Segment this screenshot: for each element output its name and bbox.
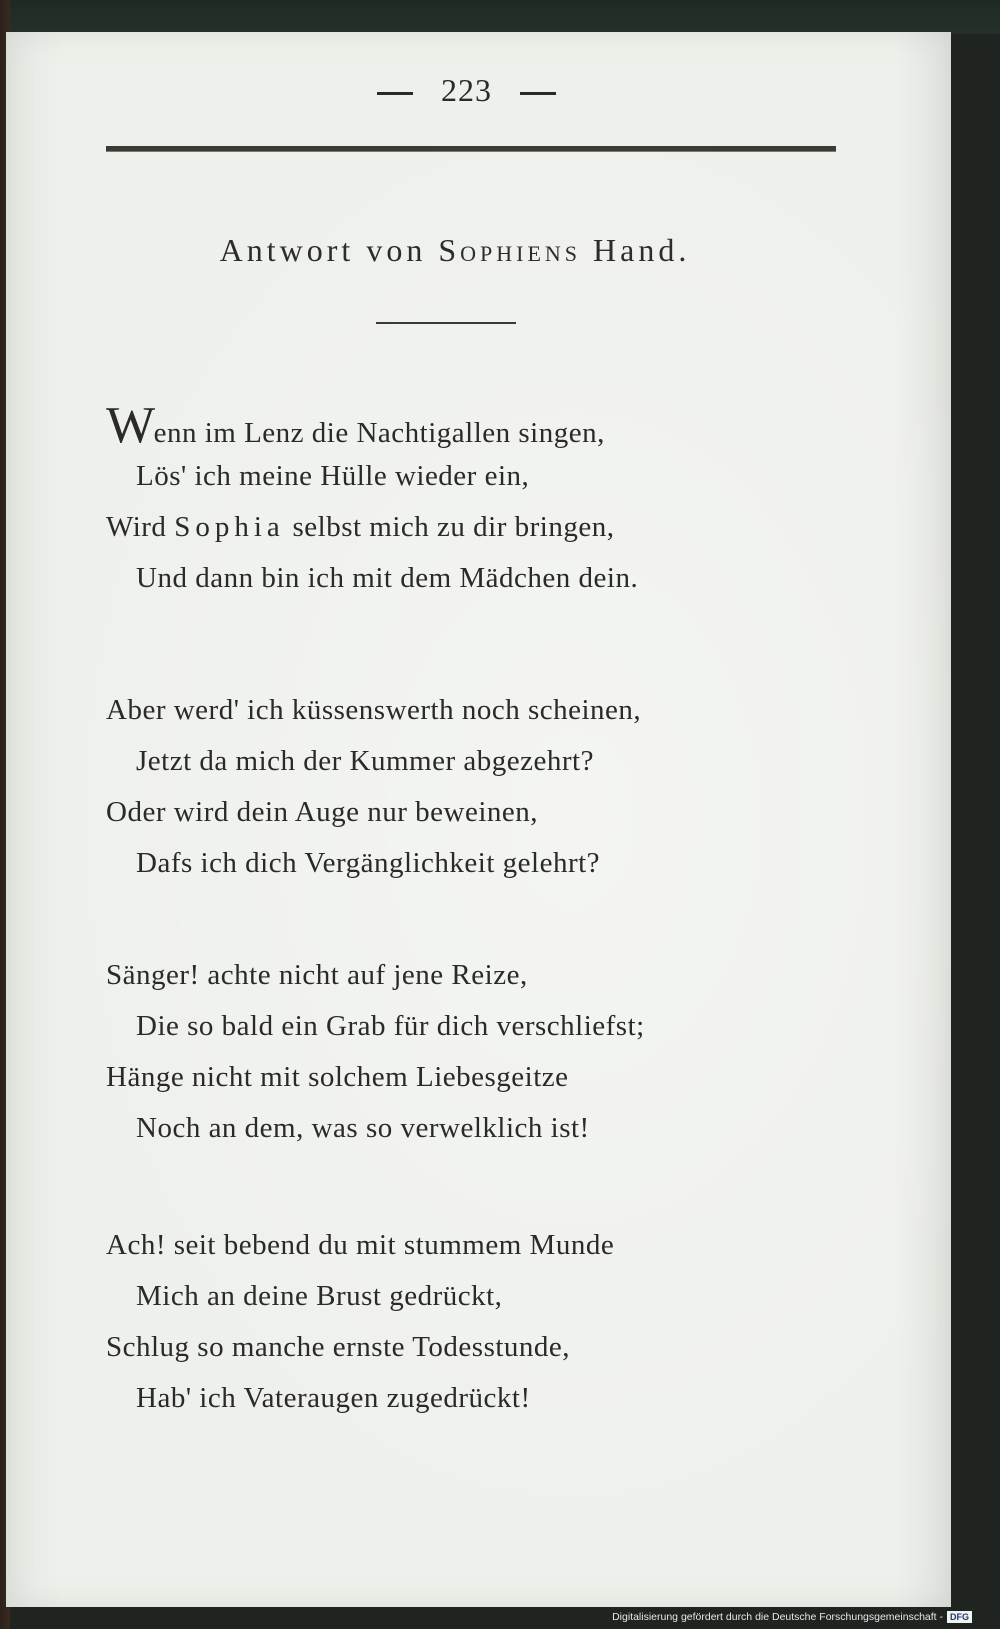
poem-line-text: selbst mich zu dir bringen, [292,511,615,543]
poem-line-text: enn im Lenz die Nachtigallen singen, [153,417,605,449]
poem-line-emphasis: Sophia [174,511,285,543]
header-rule [106,146,836,152]
drop-cap: W [106,397,156,454]
poem-line: Und dann bin ich mit dem Mädchen dein. [136,562,639,594]
poem-line: Noch an dem, was so verwelklich ist! [136,1112,590,1144]
stanza-1 [106,397,639,604]
stanza-2 [106,685,641,889]
poem-line: Dafs ich dich Vergänglichkeit gelehrt? [136,847,601,879]
dfg-logo: DFG [947,1611,972,1623]
poem-line: Sänger! achte nicht auf jene Reize, [106,959,528,991]
poem-line: Oder wird dein Auge nur beweinen, [106,796,539,828]
page-number-dash-right [520,92,556,95]
page-number: 223 [441,72,492,108]
book-cover-edge [0,0,1000,34]
poem-line: Ach! seit bebend du mit stummem Munde [106,1229,615,1261]
title-name: Sophiens [438,232,582,268]
poem-title [90,232,820,269]
title-prefix: Antwort von [219,232,427,268]
book-page [6,32,951,1607]
page-number-dash-left [377,92,413,95]
title-rule [376,322,516,324]
poem-line: Lös' ich meine Hülle wieder ein, [136,460,530,492]
poem-line: Schlug so manche ernste Todesstunde, [106,1331,571,1363]
stanza-4 [106,1220,614,1424]
poem-line [106,502,638,553]
poem-line: Aber werd' ich küssenswerth noch scheinen, [106,694,642,726]
poem-line: Hab' ich Vateraugen zugedrückt! [136,1382,531,1414]
poem-line: Jetzt da mich der Kummer abgezehrt? [136,745,594,777]
poem-line-text: Wird [106,511,167,543]
poem-line [106,397,638,454]
stanza-3 [106,950,645,1154]
title-suffix: Hand. [593,232,691,268]
credit-text: Digitalisierung gefördert durch die Deutsche Forschungsgemeinschaft - [612,1610,943,1623]
poem-line: Mich an deine Brust gedrückt, [136,1280,503,1312]
digitization-credit [612,1611,972,1623]
poem-line: Hänge nicht mit solchem Liebesgeitze [106,1061,569,1093]
poem-line: Die so bald ein Grab für dich verschliefst; [136,1010,645,1042]
page-number-header [0,72,939,109]
